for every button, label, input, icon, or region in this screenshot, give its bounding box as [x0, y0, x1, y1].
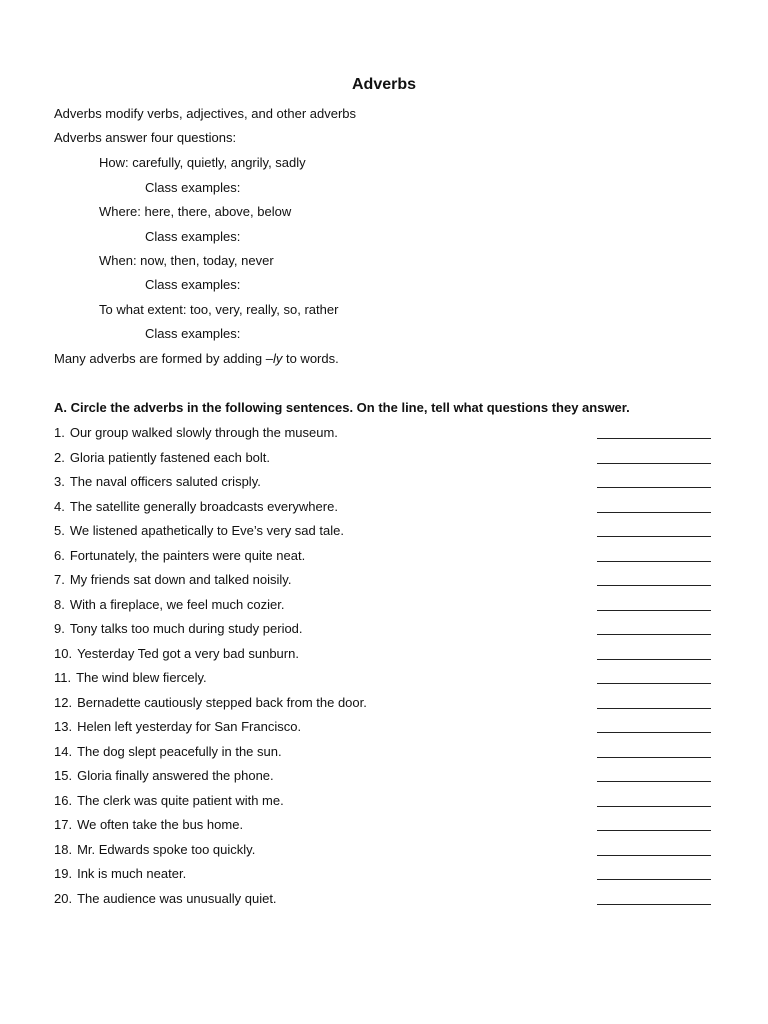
question-item [54, 866, 186, 882]
question-item [54, 548, 305, 564]
question-text: The wind blew fiercely. [76, 670, 207, 685]
question-number: 4. [54, 498, 65, 514]
answer-line[interactable] [597, 732, 711, 733]
question-item [54, 425, 338, 441]
formed-note-end: to words. [282, 351, 339, 366]
section-a-instructions: A. Circle the adverbs in the following sentences. On the line, tell what questions they answer. [54, 400, 630, 415]
question-text: The naval officers saluted crisply. [69, 474, 261, 489]
how-line: How: carefully, quietly, angrily, sadly [99, 155, 306, 170]
answer-line[interactable] [597, 463, 711, 464]
answer-line[interactable] [597, 855, 711, 856]
answer-line[interactable] [597, 904, 711, 905]
answer-line[interactable] [597, 879, 711, 880]
question-number: 5. [54, 523, 65, 538]
answer-line[interactable] [597, 561, 711, 562]
question-item [54, 670, 207, 686]
question-text: Ink is much neater. [77, 866, 187, 881]
question-number: 9. [54, 621, 65, 636]
when-line: When: now, then, today, never [99, 253, 274, 268]
question-item [54, 450, 270, 466]
answer-line[interactable] [597, 830, 711, 831]
formed-note-prefix: Many adverbs are formed by adding – [54, 351, 273, 366]
question-item [54, 891, 277, 907]
question-text: Gloria finally answered the phone. [77, 768, 274, 783]
class-examples-extent: Class examples: [145, 326, 241, 341]
question-number: 18. [54, 841, 73, 857]
question-item [54, 499, 338, 515]
class-examples-when: Class examples: [145, 277, 241, 292]
question-text: Helen left yesterday for San Francisco. [77, 719, 302, 734]
question-number: 6. [54, 547, 65, 563]
question-text: Tony talks too much during study period. [69, 621, 303, 636]
question-item [54, 597, 284, 613]
question-text: Gloria patiently fastened each bolt. [69, 449, 271, 465]
question-number: 17. [54, 817, 73, 832]
class-examples-where: Class examples: [145, 229, 241, 244]
question-text: My friends sat down and talked noisily. [69, 572, 292, 587]
question-number: 20. [54, 890, 73, 906]
where-line: Where: here, there, above, below [99, 204, 292, 219]
question-text: The audience was unusually quiet. [77, 890, 277, 906]
question-item [54, 695, 367, 711]
question-number: 16. [54, 792, 73, 808]
question-item [54, 842, 255, 858]
question-item [54, 719, 301, 735]
question-item [54, 817, 243, 833]
question-text: We often take the bus home. [77, 817, 244, 832]
intro-questions-heading: Adverbs answer four questions: [54, 130, 237, 145]
formed-note [54, 351, 339, 367]
question-item [54, 474, 261, 490]
question-text: The dog slept peacefully in the sun. [77, 743, 282, 759]
question-item [54, 768, 274, 784]
answer-line[interactable] [597, 634, 711, 635]
question-number: 14. [54, 743, 73, 759]
answer-line[interactable] [597, 536, 711, 537]
question-number: 10. [54, 645, 73, 661]
question-item [54, 793, 284, 809]
question-number: 2. [54, 449, 65, 465]
question-text: Fortunately, the painters were quite neat. [69, 547, 306, 563]
question-item [54, 744, 282, 760]
question-number: 11. [54, 670, 72, 685]
intro-definition: Adverbs modify verbs, adjectives, and other adverbs [54, 106, 357, 121]
question-number: 1. [54, 425, 65, 440]
question-number: 13. [54, 719, 73, 734]
answer-line[interactable] [597, 585, 711, 586]
question-item [54, 572, 291, 588]
formed-note-suffix: ly [272, 351, 283, 366]
question-text: Mr. Edwards spoke too quickly. [77, 841, 256, 857]
answer-line[interactable] [597, 708, 711, 709]
question-item [54, 523, 344, 539]
question-number: 15. [54, 768, 73, 783]
answer-line[interactable] [597, 781, 711, 782]
question-text: Yesterday Ted got a very bad sunburn. [77, 645, 299, 661]
answer-line[interactable] [597, 438, 711, 439]
question-number: 7. [54, 572, 65, 587]
question-number: 3. [54, 474, 65, 489]
class-examples-how: Class examples: [145, 180, 241, 195]
question-text: With a fireplace, we feel much cozier. [69, 596, 285, 612]
question-text: The clerk was quite patient with me. [77, 792, 284, 808]
answer-line[interactable] [597, 683, 711, 684]
question-item [54, 646, 299, 662]
question-number: 8. [54, 596, 65, 612]
answer-line[interactable] [597, 757, 711, 758]
question-number: 12. [54, 694, 73, 710]
question-text: We listened apathetically to Eve’s very sad tale. [69, 523, 344, 538]
question-text: The satellite generally broadcasts everywhere. [69, 498, 338, 514]
extent-line: To what extent: too, very, really, so, rather [99, 302, 339, 317]
answer-line[interactable] [597, 487, 711, 488]
question-text: Bernadette cautiously stepped back from the door. [77, 694, 367, 710]
answer-line[interactable] [597, 806, 711, 807]
answer-line[interactable] [597, 512, 711, 513]
answer-line[interactable] [597, 659, 711, 660]
question-item [54, 621, 303, 637]
question-number: 19. [54, 866, 73, 881]
answer-line[interactable] [597, 610, 711, 611]
page-title: Adverbs [351, 76, 417, 93]
question-text: Our group walked slowly through the museum. [69, 425, 338, 440]
